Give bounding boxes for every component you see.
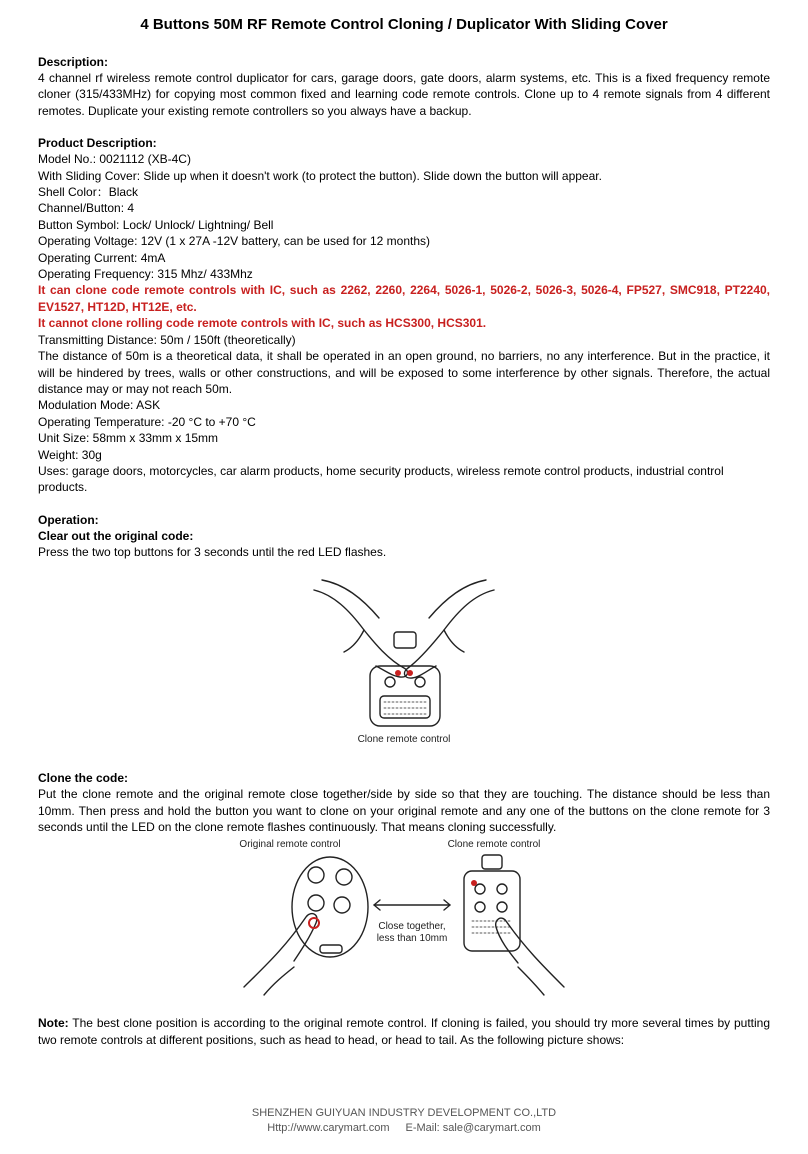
current-spec: Operating Current: 4mA xyxy=(38,250,166,265)
document-page xyxy=(38,0,770,1048)
clear-code-text: Press the two top buttons for 3 seconds until the red LED flashes. xyxy=(38,544,387,559)
footer-website[interactable]: Http://www.carymart.com xyxy=(267,1122,390,1134)
sliding-cover-spec: With Sliding Cover: Slide up when it doesn't work (to protect the button). Slide down the button will appear. xyxy=(38,168,602,183)
less-than-10mm-label: less than 10mm xyxy=(376,933,448,945)
model-number: Model No.: 0021112 (XB-4C) xyxy=(38,152,191,167)
note-label: Note: xyxy=(38,1016,69,1031)
weight-spec: Weight: 30g xyxy=(38,447,102,462)
clone-code-heading: Clone the code: xyxy=(38,771,129,786)
temperature-spec: Operating Temperature: -20 °C to +70 °C xyxy=(38,414,256,429)
footer-email[interactable]: E-Mail: sale@carymart.com xyxy=(405,1122,541,1134)
operation-heading: Operation: xyxy=(38,512,99,527)
original-remote-label: Original remote control xyxy=(239,839,341,851)
uses-spec: Uses: garage doors, motorcycles, car alarm products, home security products, wireless remote control products, industrial control products. xyxy=(38,463,724,495)
note-text: The best clone position is according to the original remote control. If cloning is failed, you should try more several times by putting two remote controls at different positions, such as head to head, or head to tail. As the following picture shows: xyxy=(38,1016,770,1047)
product-description-heading: Product Description: xyxy=(38,136,157,151)
size-spec: Unit Size: 58mm x 33mm x 15mm xyxy=(38,431,219,446)
clear-code-illustration xyxy=(304,570,504,750)
modulation-spec: Modulation Mode: ASK xyxy=(38,398,161,413)
description-heading: Description: xyxy=(38,55,109,69)
page-footer xyxy=(0,1106,808,1136)
clone-code-illustration xyxy=(224,837,584,997)
clear-code-heading: Clear out the original code: xyxy=(38,528,194,543)
document-title: 4 Buttons 50M RF Remote Control Cloning / Duplicator With Sliding Cover xyxy=(140,16,668,33)
voltage-spec: Operating Voltage: 12V (1 x 27A -12V battery, can be used for 12 months) xyxy=(38,234,431,249)
description-text: 4 channel rf wireless remote control duplicator for cars, garage doors, gate doors, alarm systems, etc. This is a fixed frequency remote cloner (315/433MHz) for copying most common fixed and learning code remote controls. Clone up to 4 remote signals from 4 different remotes. Duplicate your existing remote controllers so you always have a backup. xyxy=(38,71,770,118)
can-clone-notice: It can clone code remote controls with IC, such as 2262, 2260, 2264, 5026-1, 5026-2, 5026-3, 5026-4, FP527, SMC918, PT2240, EV1527, HT12D, HT12E, etc. xyxy=(38,283,770,314)
channel-spec: Channel/Button: 4 xyxy=(38,201,135,216)
shell-color-spec: Shell Color：Black xyxy=(38,185,139,200)
footer-company: SHENZHEN GUIYUAN INDUSTRY DEVELOPMENT CO.,LTD xyxy=(251,1107,557,1119)
close-together-label: Close together, xyxy=(378,921,446,933)
note-paragraph xyxy=(38,1015,770,1048)
frequency-spec: Operating Frequency: 315 Mhz/ 433Mhz xyxy=(38,267,253,282)
clone-remote-label: Clone remote control xyxy=(447,839,541,851)
clone-remote-caption: Clone remote control xyxy=(357,734,451,746)
distance-spec: Transmitting Distance: 50m / 150ft (theoretically) xyxy=(38,332,296,347)
cannot-clone-notice: It cannot clone rolling code remote controls with IC, such as HCS300, HCS301. xyxy=(38,316,487,331)
clone-code-text: Put the clone remote and the original remote close together/side by side so that they are touching. The distance should be less than 10mm. Then press and hold the button you want to clone on your original remote and any one of the buttons on the clone remote for 3 seconds until the LED on the clone remote flashes continuously. That means cloning successfully. xyxy=(38,787,770,834)
button-symbol-spec: Button Symbol: Lock/ Unlock/ Lightning/ Bell xyxy=(38,217,274,232)
distance-note: The distance of 50m is a theoretical data, it shall be operated in an open ground, no barriers, no any interference. But in the practice, it will be hindered by trees, walls or other constructions, and will be exposed to some interference by other signals. Therefore, the actual distance may or may not reach 50m. xyxy=(38,349,770,396)
